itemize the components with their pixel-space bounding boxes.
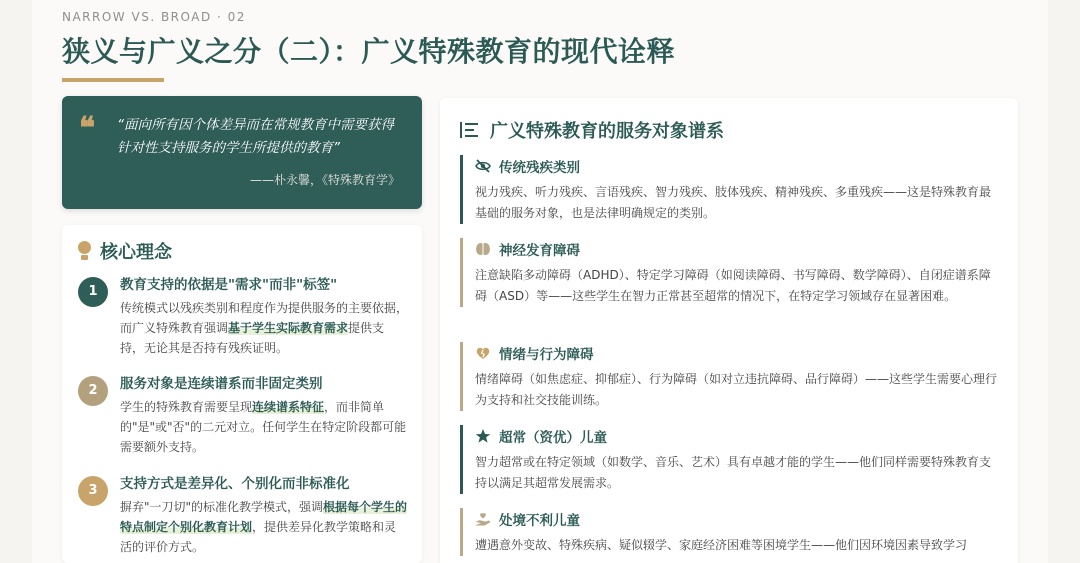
spectrum-card	[440, 98, 1018, 563]
hand-holding-icon	[475, 511, 491, 527]
number-badge: 2	[78, 376, 108, 406]
concept-text: 摒弃"一刀切"的标准化教学模式，强调根据每个学生的特点制定个别化教育计划，提供差异化教学策略和灵活的评价方式。	[120, 500, 408, 554]
core-concept-title: 核心理念	[100, 242, 172, 263]
category-emotional-behavioral	[460, 342, 1000, 411]
highlight-text: 连续谱系特征	[252, 400, 325, 414]
eye-slash-icon	[475, 158, 491, 174]
category-text: 情绪障碍（如焦虑症、抑郁症）、行为障碍（如对立违抗障碍、品行障碍）——这些学生需要心理行为支持和社交技能训练。	[475, 372, 998, 407]
category-traditional-disability	[460, 155, 1000, 224]
number-badge: 3	[78, 476, 108, 506]
category-title: 传统残疾类别	[499, 160, 580, 176]
concept-text: 传统模式以残疾类别和程度作为提供服务的主要依据，而广义特殊教育强调基于学生实际教育需求提供支持，无论其是否持有残疾证明。	[120, 301, 409, 355]
category-text: 智力超常或在特定领域（如数学、音乐、艺术）具有卓越才能的学生——他们同样需要特殊教育支持以满足其超常发展需求。	[475, 455, 992, 490]
number-badge: 1	[78, 277, 108, 307]
category-title: 情绪与行为障碍	[499, 347, 594, 363]
concept-title: 教育支持的依据是"需求"而非"标签"	[120, 277, 338, 293]
list-icon	[460, 122, 478, 138]
category-disadvantaged	[460, 508, 1000, 556]
quote-icon: ❝	[79, 111, 96, 146]
concept-title: 支持方式是差异化、个别化而非标准化	[120, 476, 350, 492]
brain-icon	[475, 241, 491, 257]
star-icon	[475, 428, 491, 444]
category-text: 视力残疾、听力残疾、言语残疾、智力残疾、肢体残疾、精神残疾、多重残疾——这是特殊教育最基础的服务对象，也是法律明确规定的类别。	[475, 185, 992, 220]
concept-text: 学生的特殊教育需要呈现连续谱系特征，而非简单的"是"或"否"的二元对立。任何学生在特定阶段都可能需要额外支持。	[120, 400, 407, 454]
page-title: 狭义与广义之分（二）：广义特殊教育的现代诠释	[62, 35, 676, 68]
quote-card	[62, 96, 422, 209]
core-concept-header	[78, 238, 172, 264]
spectrum-header	[460, 117, 724, 143]
category-title: 处境不利儿童	[499, 513, 580, 529]
quote-source: ——朴永馨，《特殊教育学》	[249, 173, 400, 187]
highlight-text: 基于学生实际教育需求	[228, 321, 349, 335]
quote-text: “面向所有因个体差异而在常规教育中需要获得针对性支持服务的学生所提供的教育”	[117, 117, 394, 156]
category-text: 注意缺陷多动障碍（ADHD）、特定学习障碍（如阅读障碍、书写障碍、数学障碍）、自闭症谱系障碍（ASD）等——这些学生在智力正常甚至超常的情况下，在特定学习领域存在显著困难。	[475, 268, 991, 303]
category-neurodevelopmental	[460, 238, 1000, 307]
spectrum-title: 广义特殊教育的服务对象谱系	[490, 121, 724, 142]
core-concept-card	[62, 225, 422, 563]
category-gifted	[460, 425, 1000, 494]
highlight-text: 根据每个学生的特点制定个别化教育计划	[120, 500, 408, 534]
heart-crack-icon	[475, 345, 491, 361]
title-underline	[62, 78, 164, 82]
section-kicker: NARROW VS. BROAD · 02	[62, 10, 246, 24]
lightbulb-icon	[78, 241, 91, 261]
concept-title: 服务对象是连续谱系而非固定类别	[120, 376, 323, 392]
category-title: 神经发育障碍	[499, 243, 580, 259]
category-text: 遭遇意外变故、特殊疾病、疑似辍学、家庭经济困难等困境学生——他们因环境因素导致学习	[475, 538, 968, 552]
category-title: 超常（资优）儿童	[499, 430, 607, 446]
